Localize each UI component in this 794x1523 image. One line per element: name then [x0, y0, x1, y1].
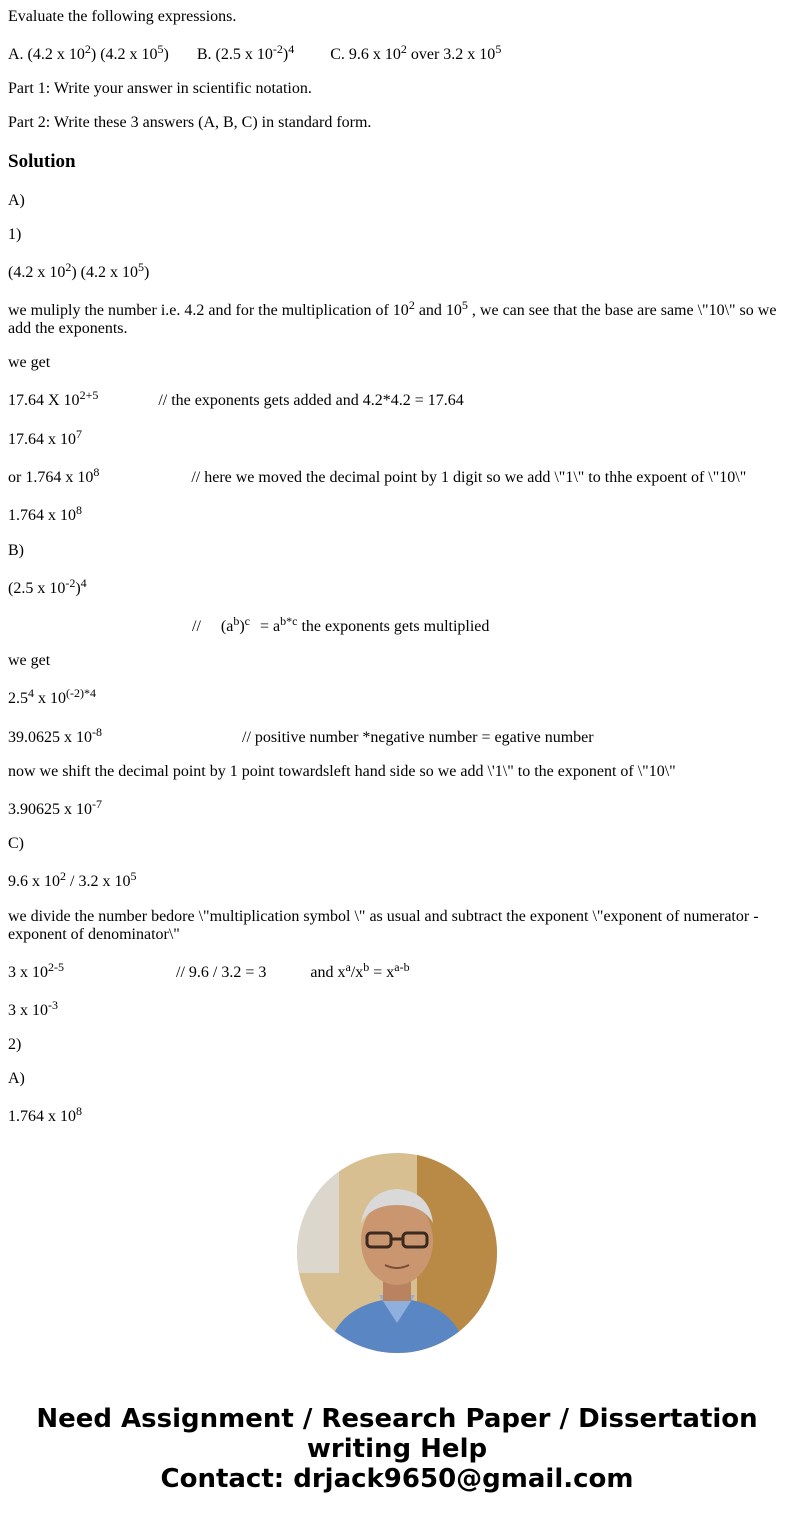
math-line: 9.6 x $10^2 / 3.2$ x $10^5$ — [8, 869, 137, 890]
part1-instruction: Part 1: Write your answer in scientific notation. — [8, 80, 312, 97]
math-line: (4.2 x $10^2$) (4.2 x $10^5$) — [8, 260, 150, 281]
math-line: 1.764 x $10^8$ — [8, 1104, 82, 1125]
math-line: 1.764 x $10^8$ — [8, 503, 82, 524]
part2-instruction: Part 2: Write these 3 answers (A, B, C) in standard form. — [8, 114, 372, 131]
math-line: 17.64 X $10^{2+5}$ // the exponents gets added and 4.2*4.2 = 17.64 — [8, 388, 464, 409]
math-line: // $(a^b)^c = a^{b*c}$ the exponents gets multiplied — [192, 614, 490, 635]
footer-contact: Contact: drjack9650@gmail.com — [160, 1464, 634, 1494]
step-label: A) — [8, 192, 25, 209]
explanation-text: we muliply the number i.e. 4.2 and for the multiplication of $10^2$ and $10^5$ , we can see that the base are same \"10\" so we add the exponents. — [8, 298, 777, 337]
person-photo-icon — [297, 1153, 497, 1353]
step-label: A) — [8, 1070, 25, 1087]
explanation-text: now we shift the decimal point by 1 point towardsleft hand side so we add \'1\" to the exponent of \"10\" — [8, 763, 676, 780]
step-label: C) — [8, 835, 24, 852]
expressions-line: A. (4.2 x $10^2$) (4.2 x $10^5$) B. (2.5 x $10^{-2})^4$ C. 9.6 x $10^2$ over 3.2 x $10^5$ — [8, 42, 502, 63]
explanation-text: we divide the number bedore \"multiplication symbol \" as usual and subtract the exponent \"exponent of numerator - exponent of denominator\" — [8, 908, 759, 943]
math-line: $2.5^4$ x $10^{(-2)*4}$ — [8, 686, 96, 707]
problem-intro: Evaluate the following expressions. — [8, 8, 237, 25]
math-line: (2.5 x $10^{-2})^4$ — [8, 576, 87, 597]
footer-line-1: Need Assignment / Research Paper / Dissertation — [36, 1404, 758, 1434]
footer-line-2: writing Help — [306, 1434, 488, 1464]
step-label: 2) — [8, 1036, 22, 1053]
explanation-text: we get — [8, 354, 51, 371]
footer-banner — [0, 1404, 794, 1494]
math-line: 3.90625 x $10^{-7}$ — [8, 797, 102, 818]
math-line: or 1.764 x $10^8$ // here we moved the decimal point by 1 digit so we add \"1\" to thhe expoent of \"10\" — [8, 465, 747, 486]
math-line: 3 x 10$^{2-5}$ // 9.6 / 3.2 = 3 and $x^a/x^b = x^{a-b}$ — [8, 960, 410, 981]
math-line: 39.0625 x $10^{-8}$ // positive number *negative number = egative number — [8, 725, 594, 746]
step-label: B) — [8, 542, 24, 559]
avatar — [297, 1153, 497, 1353]
math-line: 17.64 x $10^7$ — [8, 427, 82, 448]
math-line: 3 x $10^{-3}$ — [8, 998, 58, 1019]
solution-heading: Solution — [8, 151, 76, 172]
explanation-text: we get — [8, 652, 51, 669]
step-label: 1) — [8, 226, 22, 243]
